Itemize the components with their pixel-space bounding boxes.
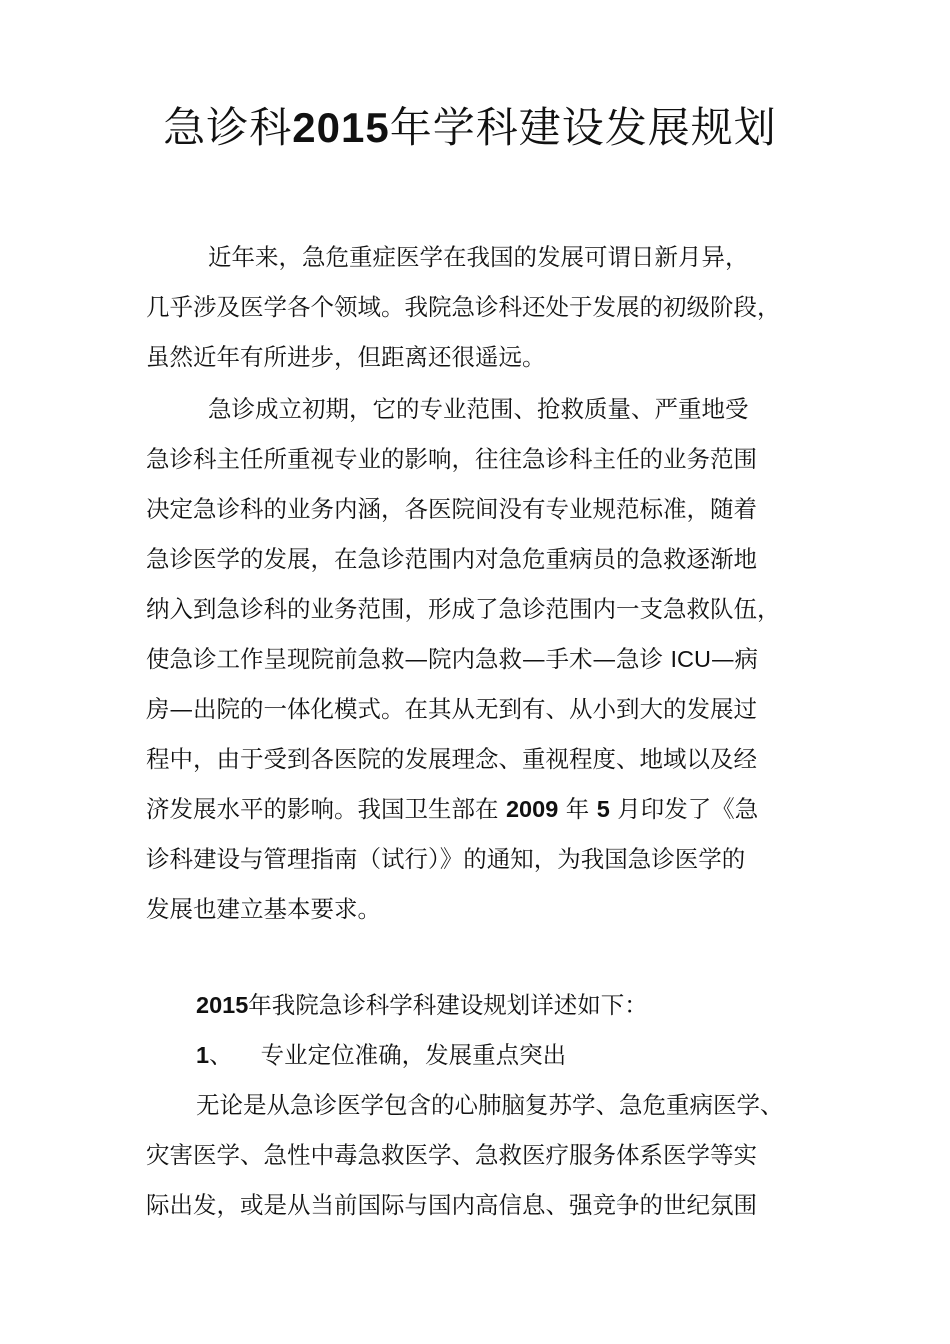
paragraph-line: 急诊科主任所重视专业的影响，往往急诊科主任的业务范围 (146, 445, 757, 473)
icu-term: ICU (670, 646, 711, 672)
title-year: 2015 (292, 104, 390, 151)
paragraph-line: 灾害医学、急性中毒急救医学、急救医疗服务体系医学等实 (146, 1141, 757, 1169)
year-2009: 2009 (505, 796, 559, 822)
paragraph-line: 无论是从急诊医学包含的心肺脑复苏学、急危重病医学、 (196, 1091, 784, 1119)
section-heading-1 (196, 1030, 886, 1080)
paragraph-line: 发展也建立基本要求。 (146, 895, 381, 923)
paragraph-line: 际出发，或是从当前国际与国内高信息、强竞争的世纪氛围 (146, 1191, 757, 1219)
paragraph-line: 纳入到急诊科的业务范围，形成了急诊范围内一支急救队伍， (146, 595, 781, 623)
paragraph-line: 决定急诊科的业务内涵，各医院间没有专业规范标准，随着 (146, 495, 757, 523)
paragraph-history (146, 384, 836, 934)
section-heading-text: 专业定位准确，发展重点突出 (260, 1041, 567, 1069)
month-number: 5 (596, 796, 610, 822)
paragraph-line: 虽然近年有所进步，但距离还很遥远。 (146, 343, 546, 371)
plan-year: 2015 (196, 992, 249, 1018)
paragraph-line: 几乎涉及医学各个领域。我院急诊科还处于发展的初级阶段， (146, 293, 781, 321)
section-number: 1 (196, 1042, 210, 1068)
paragraph-line: 诊科建设与管理指南（试行）》的通知，为我国急诊医学的 (146, 845, 746, 873)
paragraph-intro-context (146, 232, 836, 382)
section-number-mark: 、 (209, 1041, 233, 1069)
paragraph-section-1 (146, 1080, 836, 1230)
paragraph-line: 济发展水平的影响。我国卫生部在 2009 年 5 月印发了《急 (146, 795, 759, 823)
paragraph-line: 急诊成立初期，它的专业范围、抢救质量、严重地受 (208, 395, 749, 423)
paragraph-line: 急诊医学的发展，在急诊范围内对急危重病员的急救逐渐地 (146, 545, 757, 573)
plan-intro-text: 年我院急诊科学科建设规划详述如下： (248, 991, 648, 1019)
paragraph-line: 程中，由于受到各医院的发展理念、重视程度、地域以及经 (146, 745, 757, 773)
plan-intro-line (196, 980, 886, 1030)
page-title (0, 96, 940, 160)
title-suffix: 年学科建设发展规划 (389, 103, 777, 152)
paragraph-line: 使急诊工作呈现院前急救—院内急救—手术—急诊 ICU—病 (146, 645, 758, 673)
paragraph-line: 近年来，急危重症医学在我国的发展可谓日新月异， (208, 243, 749, 271)
paragraph-line: 房—出院的一体化模式。在其从无到有、从小到大的发展过 (146, 695, 757, 723)
title-prefix: 急诊科 (163, 103, 293, 152)
